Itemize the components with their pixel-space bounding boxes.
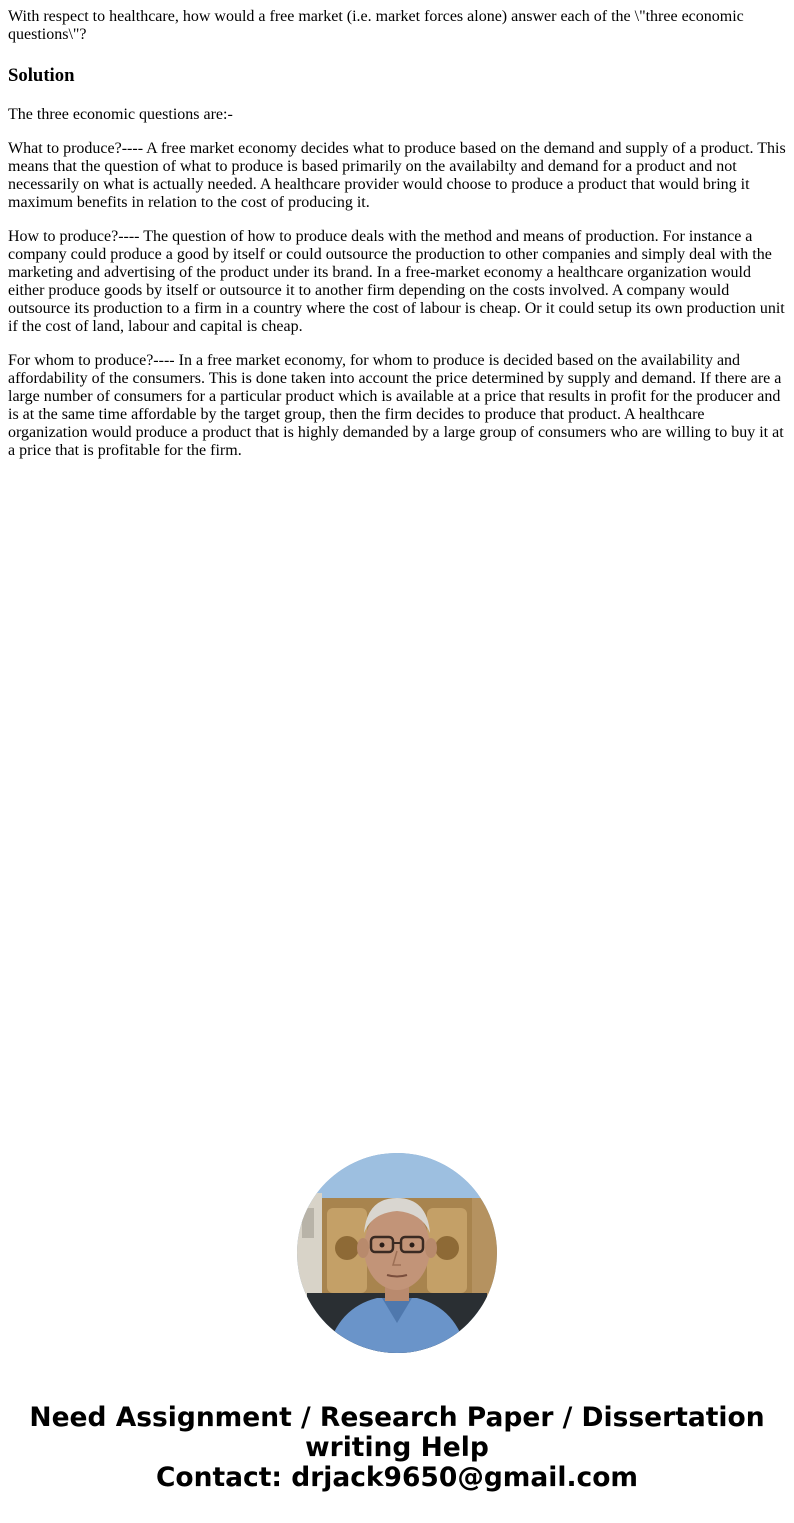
promo-line-1: Need Assignment / Research Paper / Dissertation (29, 1402, 765, 1433)
solution-paragraph-how: How to produce?---- The question of how to produce deals with the method and means of production. For instance a company could produce a good by itself or could outsource the production to other companies and simply deal with the marketing and advertising of the product under its brand. In a free-market economy a healthcare organization would either produce goods by itself or outsource it to another firm depending on the costs involved. A company would outsource its production to a firm in a country where the cost of labour is cheap. Or it could setup its own production unit if the cost of land, labour and capital is cheap. (8, 228, 785, 335)
promo-contact: Contact: drjack9650@gmail.com (155, 1462, 639, 1493)
document-body (8, 8, 788, 460)
solution-heading: Solution (8, 65, 75, 86)
solution-paragraph-what: What to produce?---- A free market economy decides what to produce based on the demand and supply of a product. This means that the question of what to produce is based primarily on the availabilty and demand for a product and not necessarily on what is actually needed. A healthcare provider would choose to produce a product that would bring it maximum benefits in relation to the cost of producing it. (8, 140, 786, 211)
author-avatar (297, 1153, 497, 1353)
author-portrait (297, 1153, 497, 1353)
solution-paragraph-intro: The three economic questions are:- (8, 106, 233, 123)
promo-banner (0, 1403, 794, 1493)
solution-paragraph-whom: For whom to produce?---- In a free market economy, for whom to produce is decided based on the availability and affordability of the consumers. This is done taken into account the price determined by supply and demand. If there are a large number of consumers for a particular product which is available at a price that results in profit for the producer and is at the same time affordable by the target group, then the firm decides to produce that product. A healthcare organization would produce a product that is highly demanded by a large group of consumers who are willing to buy it at a price that is profitable for the firm. (8, 352, 784, 459)
question-text: With respect to healthcare, how would a free market (i.e. market forces alone) answer each of the \"three economic questions\"? (8, 8, 744, 43)
promo-line-2: writing Help (305, 1432, 489, 1463)
